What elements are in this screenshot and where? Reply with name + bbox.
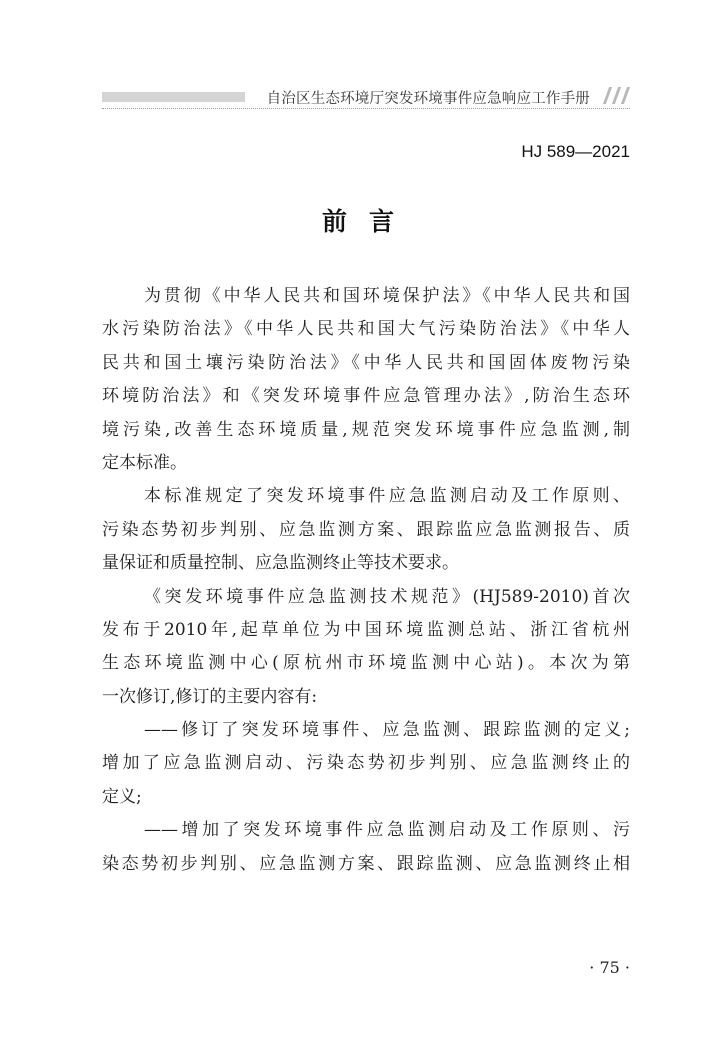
- body-line: 境污染,改善生态环境质量,规范突发环境事件应急监测,制: [102, 419, 630, 440]
- running-header: [102, 84, 630, 110]
- body-line: ——修订了突发环境事件、应急监测、跟踪监测的定义;: [144, 720, 630, 741]
- body-line: 增加了应急监测启动、污染态势初步判别、应急监测终止的: [102, 753, 630, 774]
- body-line: 《突发环境事件应急监测技术规范》(HJ589-2010)首次: [144, 586, 630, 607]
- header-slash-decoration: [600, 87, 630, 105]
- standard-code: HJ 589—2021: [521, 142, 630, 161]
- body-line: 染态势初步判别、应急监测方案、跟踪监测、应急监测终止相: [102, 853, 630, 874]
- body-line: 定义;: [102, 786, 142, 807]
- body-line: 本标准规定了突发环境事件应急监测启动及工作原则、: [144, 486, 630, 507]
- body-line: 生态环境监测中心(原杭州市环境监测中心站)。本次为第: [102, 653, 630, 674]
- body-line: 量保证和质量控制、应急监测终止等技术要求。: [102, 553, 459, 574]
- preface-body: [102, 280, 630, 881]
- page-title: 前言: [321, 207, 416, 236]
- body-line: 环境防治法》和《突发环境事件应急管理办法》,防治生态环: [102, 386, 630, 407]
- header-dotted-rule: [102, 108, 630, 109]
- body-line: 发布于2010年,起草单位为中国环境监测总站、浙江省杭州: [102, 619, 630, 640]
- page-number: · 75 ·: [589, 958, 630, 977]
- header-decorative-bar: [102, 92, 245, 102]
- body-line: 民共和国土壤污染防治法》《中华人民共和国固体废物污染: [102, 352, 630, 373]
- running-header-title: 自治区生态环境厅突发环境事件应急响应工作手册: [266, 91, 590, 107]
- body-line: 为贯彻《中华人民共和国环境保护法》《中华人民共和国: [144, 286, 630, 306]
- body-line: 水污染防治法》《中华人民共和国大气污染防治法》《中华人: [102, 319, 630, 340]
- body-line: 污染态势初步判别、应急监测方案、跟踪监应急监测报告、质: [102, 519, 630, 540]
- body-line: ——增加了突发环境事件应急监测启动及工作原则、污: [144, 820, 630, 841]
- body-line: 一次修订,修订的主要内容有:: [102, 686, 318, 707]
- body-line: 定本标准。: [102, 452, 187, 473]
